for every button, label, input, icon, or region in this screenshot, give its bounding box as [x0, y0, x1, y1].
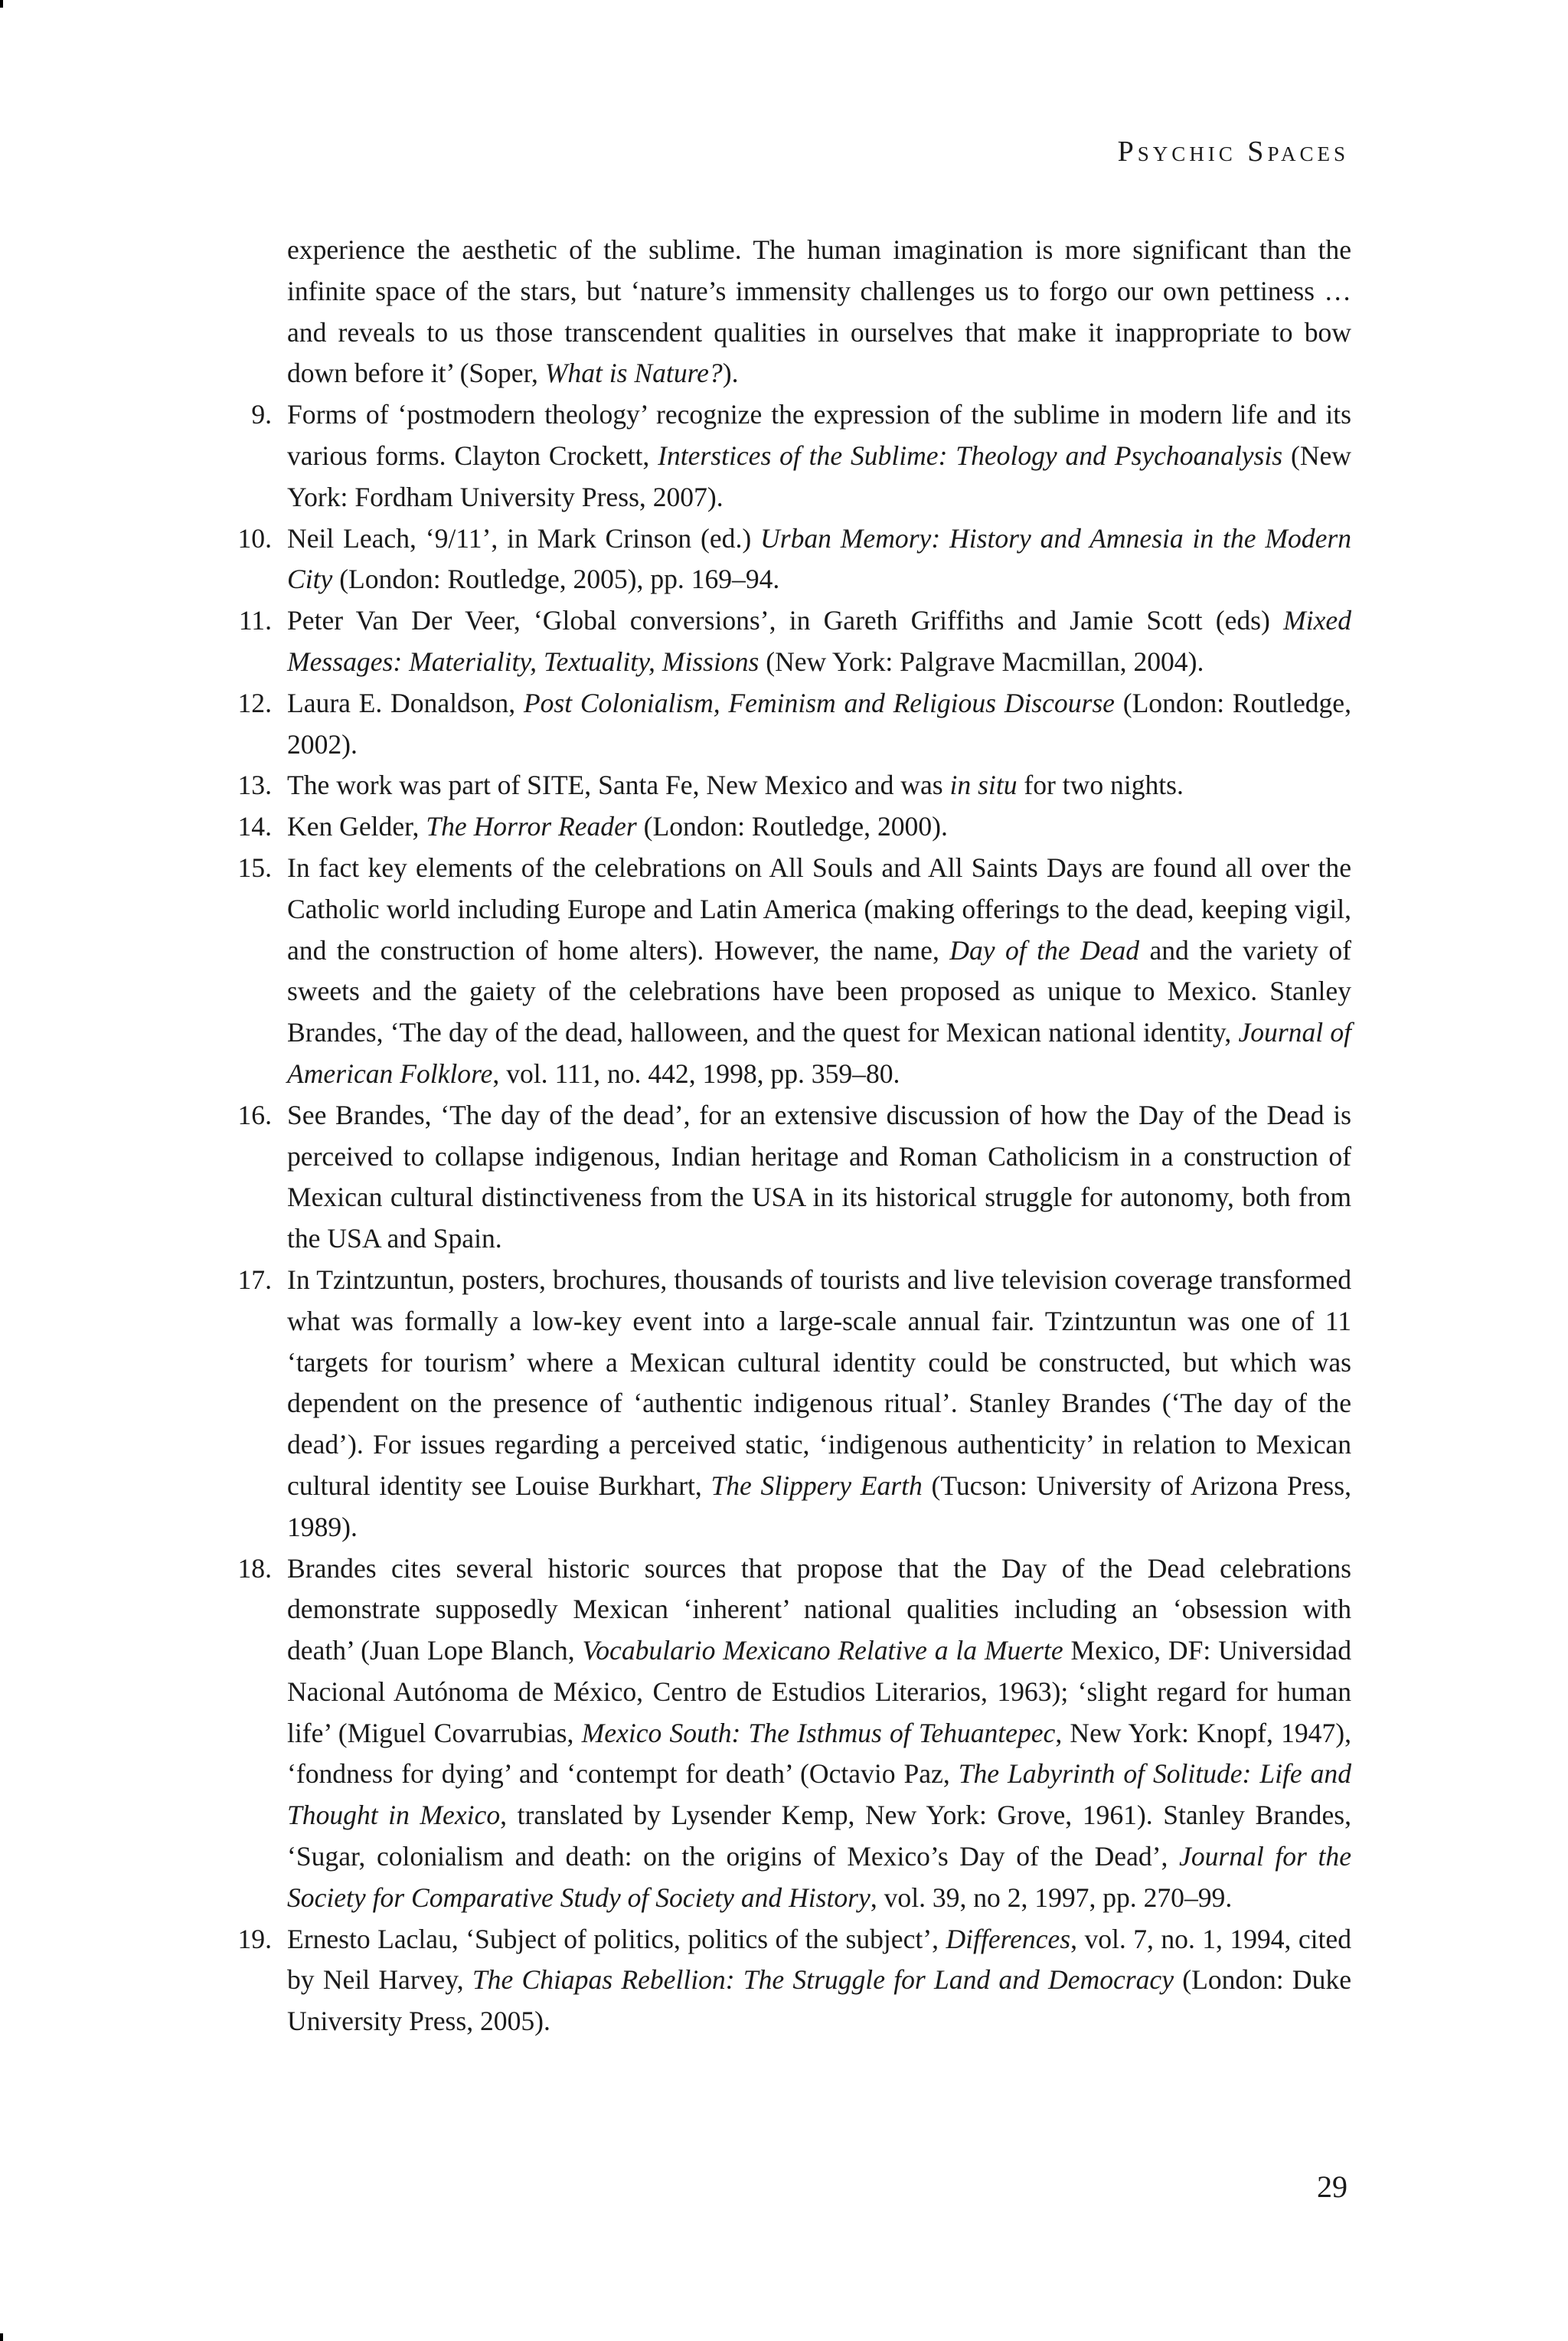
endnote-title-italic: Vocabulario Mexicano Relative a la Muerte	[582, 1635, 1063, 1666]
endnote-text	[287, 1548, 1351, 1919]
endnote-text	[287, 518, 1351, 601]
endnote-text-run: (New York: Palgrave Macmillan, 2004).	[759, 646, 1204, 677]
endnote-text	[287, 1095, 1351, 1260]
endnote-title-italic: What is Nature?	[544, 358, 723, 389]
endnote-text-run: See Brandes, ‘The day of the dead’, for an extensive discussion of how the Day of the Dead is perceived to collapse indigenous, Indian heritage and Roman Catholicism in a construction of Mexican cultural distinctiveness from the USA in its historical struggle for autonomy, both from the USA and Spain.	[287, 1099, 1351, 1254]
endnote-text-run: (Tucson: University of Arizona Press, 1989).	[287, 1470, 1352, 1542]
endnote-item	[204, 518, 1351, 601]
endnote-title-italic: Journal for the Society for Comparative Study of Society and History	[287, 1841, 1351, 1913]
endnote-text-run: Ken Gelder,	[287, 811, 426, 842]
endnote-text-run: (London: Routledge, 2005), pp. 169–94.	[332, 564, 780, 595]
endnote-title-italic: The Chiapas Rebellion: The Struggle for Land and Democracy	[472, 1964, 1174, 1996]
endnote-text-run: experience the aesthetic of the sublime. The human imagination is more significant than the infinite space of the stars, but ‘nature’s immensity challenges us to forgo our own pettiness … and reveals to us those transcendent qualities in ourselves that make it inappropriate to bow down before it’ (Soper,	[287, 234, 1351, 389]
running-head: Psychic Spaces	[1117, 136, 1349, 168]
endnote-number: 10.	[237, 522, 272, 554]
endnote-number: 15.	[237, 852, 272, 883]
endnote-item	[204, 394, 1351, 518]
endnote-title-italic: Journal of American Folklore	[287, 1017, 1351, 1089]
endnote-text-run: In Tzintzuntun, posters, brochures, thousands of tourists and live television coverage transformed what was formally a low-key event into a large-scale annual fair. Tzintzuntun was one of 11 ‘targets for tourism’ where a Mexican cultural identity could be constructed, but which was dependent on the presence of ‘authentic indigenous ritual’. Stanley Brandes (‘The day of the dead’). For issues regarding a perceived static, ‘indigenous authenticity’ in relation to Mexican cultural identity see Louise Burkhart,	[287, 1264, 1351, 1501]
endnote-number: 12.	[237, 687, 272, 718]
endnote-text	[287, 1260, 1351, 1548]
endnote-item	[204, 600, 1351, 683]
endnote-text	[287, 806, 1351, 848]
endnote-text-run: Laura E. Donaldson,	[287, 687, 524, 718]
endnote-title-italic: Differences	[946, 1923, 1071, 1954]
endnote-text-run: , New York: Knopf, 1947), ‘fondness for dying’ and ‘contempt for death’ (Octavio Paz,	[287, 1717, 1351, 1790]
endnote-text-run: , vol. 111, no. 442, 1998, pp. 359–80.	[492, 1058, 900, 1089]
endnote-item	[204, 1260, 1351, 1548]
endnote-text-run: In fact key elements of the celebrations on All Souls and All Saints Days are found all over the Catholic world including Europe and Latin America (making offerings to the dead, keeping vigil, and the construction of home alters). However, the name,	[287, 852, 1351, 966]
endnote-number: 9.	[251, 399, 272, 430]
page-number: 29	[1317, 2169, 1348, 2204]
endnote-item	[204, 1919, 1351, 2042]
endnote-item	[204, 1095, 1351, 1260]
endnote-text-run: Peter Van Der Veer, ‘Global conversions’, in Gareth Griffiths and Jamie Scott (eds)	[287, 605, 1284, 636]
endnote-text-run: , vol. 7, no. 1, 1994, cited by Neil Harvey,	[287, 1923, 1351, 1996]
endnote-title-italic: Mexico South: The Isthmus of Tehuantepec	[581, 1717, 1056, 1748]
endnote-text-run: Ernesto Laclau, ‘Subject of politics, politics of the subject’,	[287, 1923, 946, 1954]
endnote-number: 13.	[237, 770, 272, 801]
endnote-title-italic: Mixed Messages: Materiality, Textuality, Missions	[287, 605, 1351, 677]
endnote-text-run: and the variety of sweets and the gaiety of the celebrations have been proposed as unique to Mexico. Stanley Brandes, ‘The day of the dead, halloween, and the quest for Mexican national identity,	[287, 934, 1351, 1048]
endnote-title-italic: Post Colonialism, Feminism and Religious Discourse	[523, 687, 1115, 718]
endnote-number: 18.	[237, 1552, 272, 1584]
endnote-text	[287, 683, 1351, 766]
endnote-item	[204, 848, 1351, 1095]
endnote-text-run: (New York: Fordham University Press, 2007).	[287, 440, 1351, 512]
endnote-number: 16.	[237, 1099, 272, 1130]
endnote-title-italic: The Slippery Earth	[710, 1470, 923, 1501]
endnote-item	[204, 1548, 1351, 1919]
endnote-text	[287, 600, 1351, 683]
endnote-item	[204, 230, 1351, 394]
endnote-text-run: , vol. 39, no 2, 1997, pp. 270–99.	[870, 1882, 1233, 1913]
endnote-number: 14.	[237, 811, 272, 842]
endnote-text-run: Neil Leach, ‘9/11’, in Mark Crinson (ed.)	[287, 522, 761, 554]
endnote-text	[287, 765, 1351, 806]
endnote-title-italic: The Labyrinth of Solitude: Life and Thought in Mexico	[287, 1758, 1352, 1831]
endnote-text-run: (London: Routledge, 2000).	[636, 811, 948, 842]
endnote-text	[287, 394, 1351, 518]
endnote-number: 17.	[237, 1264, 272, 1295]
endnote-title-italic: in situ	[949, 770, 1018, 801]
endnote-text-run: for two nights.	[1017, 770, 1184, 801]
crop-mark-top	[0, 0, 3, 8]
endnote-text-run: Forms of ‘postmodern theology’ recognize the expression of the sublime in modern life and its various forms. Clayton Crockett,	[287, 399, 1351, 471]
crop-mark-bottom	[0, 2333, 3, 2341]
endnote-number: 19.	[237, 1923, 272, 1954]
endnote-text-run: The work was part of SITE, Santa Fe, New Mexico and was	[287, 770, 950, 801]
endnote-title-italic: Day of the Dead	[949, 934, 1140, 966]
endnote-title-italic: The Horror Reader	[426, 811, 637, 842]
endnote-text	[287, 1919, 1351, 2042]
endnote-text-run: (London: Routledge, 2002).	[287, 687, 1351, 760]
endnote-number: 11.	[238, 605, 272, 636]
endnote-text	[287, 848, 1351, 1095]
endnote-text-run: Brandes cites several historic sources that propose that the Day of the Dead celebrations demonstrate supposedly Mexican ‘inherent’ national qualities including an ‘obsession with death’ (Juan Lope Blanch,	[287, 1552, 1351, 1666]
endnote-item	[204, 683, 1351, 766]
endnote-title-italic: Urban Memory: History and Amnesia in the Modern City	[287, 522, 1351, 595]
endnote-text	[287, 230, 1351, 394]
endnote-text-run: (London: Duke University Press, 2005).	[287, 1964, 1351, 2037]
endnote-text-run: ).	[722, 358, 739, 389]
endnote-text-run: , translated by Lysender Kemp, New York: Grove, 1961). Stanley Brandes, ‘Sugar, colonialism and death: on the origins of Mexico’s Day of the Dead’,	[287, 1800, 1351, 1872]
endnote-text-run: Mexico, DF: Universidad Nacional Autónoma de México, Centro de Estudios Literarios, 1963); ‘slight regard for human life’ (Miguel Covarrubias,	[287, 1635, 1351, 1748]
endnote-item	[204, 765, 1351, 806]
endnotes-list	[204, 230, 1351, 2042]
endnote-item	[204, 806, 1351, 848]
endnote-title-italic: Interstices of the Sublime: Theology and Psychoanalysis	[658, 440, 1283, 471]
